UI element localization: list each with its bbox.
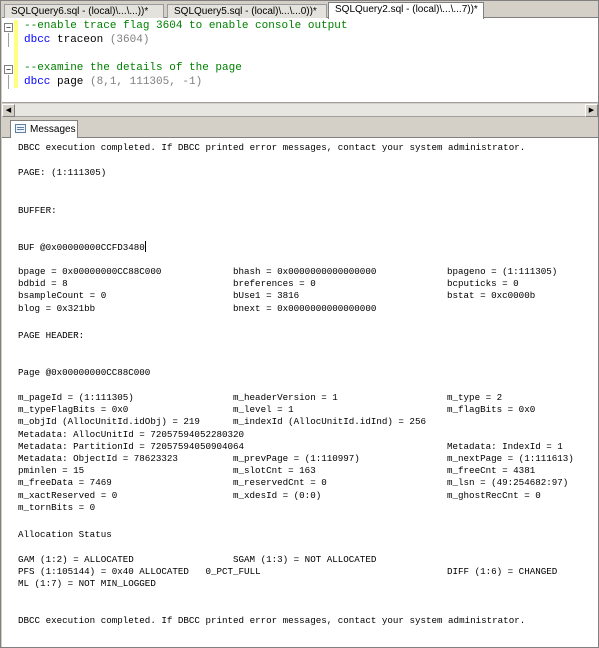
- header-row-field: m_ghostRecCnt = 0: [447, 489, 541, 501]
- allocation-row-field: ML (1:7) = NOT MIN_LOGGED: [18, 578, 156, 590]
- allocation-row-field: SGAM (1:3) = NOT ALLOCATED: [233, 554, 377, 565]
- changed-lines-marker: [14, 20, 18, 88]
- header-row-field: m_xactReserved = 0: [18, 489, 118, 501]
- header-row-field: m_indexId (AllocUnitId.idInd) = 256: [233, 416, 426, 428]
- sql-editor[interactable]: [2, 18, 598, 103]
- buffer-row-field: bsampleCount = 0: [18, 290, 107, 302]
- sql-argument: (3604): [109, 34, 150, 46]
- sql-argument: (8,1, 111305, -1): [90, 76, 203, 88]
- header-row-field: m_typeFlagBits = 0x0: [18, 404, 129, 416]
- collapse-icon[interactable]: −: [4, 23, 13, 32]
- fold-line: [8, 75, 9, 89]
- sql-text: page: [50, 76, 91, 88]
- code-line: [24, 75, 202, 89]
- messages-output[interactable]: [2, 138, 598, 647]
- header-row-field: m_slotCnt = 163: [233, 465, 316, 477]
- buffer-row-field: bnext = 0x0000000000000000: [233, 302, 377, 314]
- allocation-row-field: PFS (1:105144) = 0x40 ALLOCATED 0_PCT_FULL: [18, 566, 261, 578]
- code-line: [24, 33, 149, 47]
- completed-message: DBCC execution completed. If DBCC printed error messages, contact your system administrator.: [18, 615, 526, 626]
- allocation-row-field: GAM (1:2) = ALLOCATED: [18, 554, 134, 565]
- sql-comment: --enable trace flag 3604 to enable console output: [24, 20, 348, 32]
- header-row-field: m_freeCnt = 4381: [447, 465, 536, 477]
- tab-sqlquery6[interactable]: SQLQuery6.sql - (local)\...\...))*: [4, 4, 164, 18]
- sql-keyword: dbcc: [24, 34, 51, 46]
- tab-messages[interactable]: [10, 120, 78, 139]
- header-row-field: Metadata: PartitionId = 72057594050904064: [18, 440, 245, 452]
- header-row-field: m_pageId = (1:111305): [18, 392, 134, 403]
- buffer-row-field: breferences = 0: [233, 278, 316, 290]
- buf-line: [18, 241, 146, 253]
- header-row-field: m_objId (AllocUnitId.idObj) = 219: [18, 416, 200, 428]
- code-line: [24, 19, 347, 33]
- buffer-row-field: bcputicks = 0: [447, 278, 519, 290]
- header-row-field: m_flagBits = 0x0: [447, 404, 536, 416]
- sql-comment: --examine the details of the page: [24, 62, 242, 74]
- header-row-field: m_headerVersion = 1: [233, 392, 338, 403]
- allocation-heading: Allocation Status: [18, 529, 112, 540]
- header-row-field: m_xdesId = (0:0): [233, 489, 322, 501]
- sql-keyword: dbcc: [24, 76, 51, 88]
- code-line: [24, 61, 242, 75]
- header-row-field: pminlen = 15: [18, 465, 85, 477]
- fold-line: [8, 33, 9, 47]
- editor-horizontal-scrollbar[interactable]: [2, 104, 598, 117]
- buffer-row-field: bUse1 = 3816: [233, 290, 300, 302]
- header-row-field: Metadata: AllocUnitId = 72057594052280320: [18, 428, 245, 440]
- header-row-field: m_type = 2: [447, 392, 503, 403]
- header-row-field: m_freeData = 7469: [18, 477, 112, 489]
- page-address: Page @0x00000000CC88C000: [18, 367, 151, 378]
- header-row-field: Metadata: IndexId = 1: [447, 440, 563, 452]
- header-row-field: m_reservedCnt = 0: [233, 477, 327, 489]
- header-row-field: m_level = 1: [233, 404, 294, 416]
- buf-address: BUF @0x00000000CCFD3480: [18, 242, 145, 253]
- sql-text: traceon: [50, 34, 110, 46]
- collapse-icon[interactable]: −: [4, 65, 13, 74]
- scroll-right-icon[interactable]: ▶: [585, 104, 598, 117]
- text-caret: [145, 241, 146, 252]
- buffer-row-field: bpageno = (1:111305): [447, 266, 558, 277]
- buffer-row-field: blog = 0x321bb: [18, 302, 96, 314]
- completed-message: DBCC execution completed. If DBCC printed error messages, contact your system administrator.: [18, 142, 526, 153]
- tab-sqlquery2[interactable]: SQLQuery2.sql - (local)\...\...7))*: [328, 2, 484, 19]
- header-row-field: m_tornBits = 0: [18, 501, 96, 513]
- document-tab-strip: [2, 2, 598, 18]
- buffer-row-field: bhash = 0x0000000000000000: [233, 266, 377, 277]
- buffer-row-field: bdbid = 8: [18, 278, 68, 290]
- tab-messages-label: Messages: [30, 124, 76, 135]
- messages-icon: [15, 124, 26, 133]
- allocation-row-field: DIFF (1:6) = CHANGED: [447, 566, 558, 578]
- page-header-heading: PAGE HEADER:: [18, 330, 85, 341]
- buffer-row-field: bpage = 0x00000000CC88C000: [18, 266, 162, 277]
- page-line: PAGE: (1:111305): [18, 167, 107, 178]
- tab-sqlquery5[interactable]: SQLQuery5.sql - (local)\...\...0))*: [167, 4, 327, 18]
- header-row-field: m_nextPage = (1:111613): [447, 453, 574, 464]
- header-row-field: m_prevPage = (1:110997): [233, 453, 360, 464]
- buffer-row-field: bstat = 0xc0000b: [447, 290, 536, 302]
- results-tab-strip: [2, 118, 598, 138]
- header-row-field: m_lsn = (49:254682:97): [447, 477, 569, 489]
- scroll-left-icon[interactable]: ◀: [2, 104, 15, 117]
- buffer-heading: BUFFER:: [18, 205, 57, 216]
- header-row-field: Metadata: ObjectId = 78623323: [18, 453, 178, 464]
